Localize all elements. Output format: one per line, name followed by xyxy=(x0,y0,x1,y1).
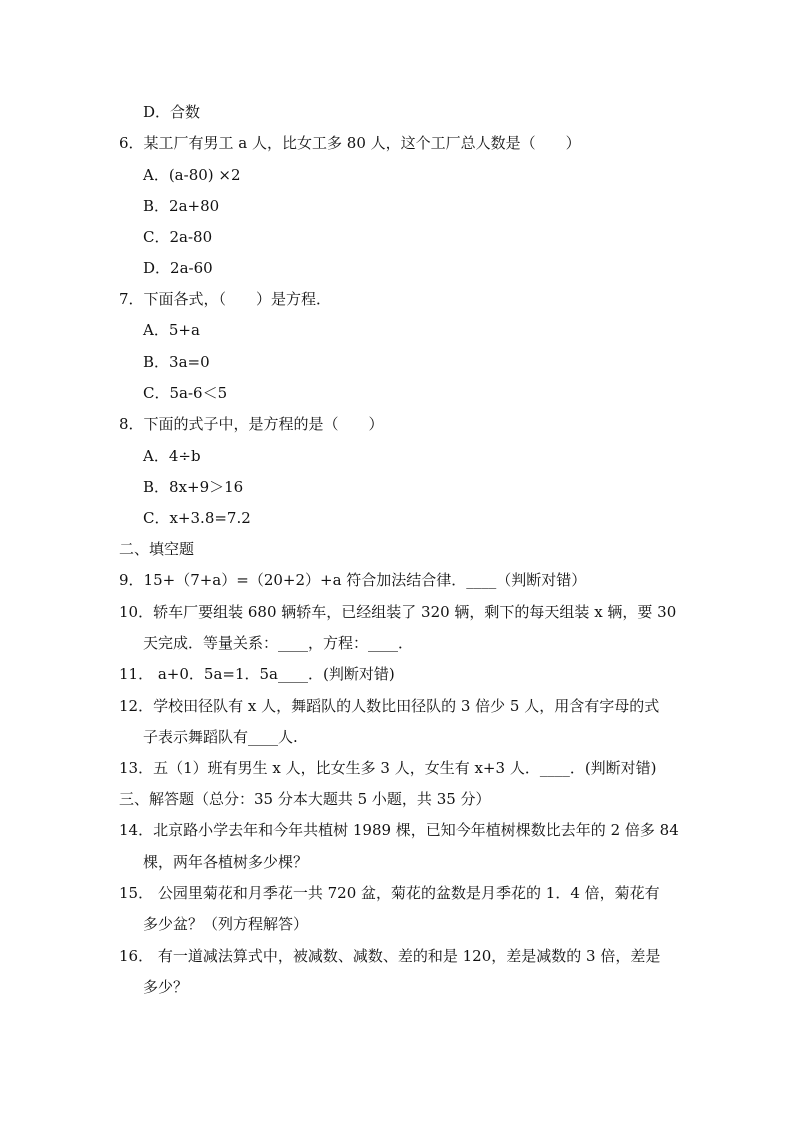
q8-option-a: A．4÷b xyxy=(143,447,201,465)
question-6: 6．某工厂有男工 a 人，比女工多 80 人，这个工厂总人数是（ ） xyxy=(119,134,581,152)
q6-option-d: D．2a-60 xyxy=(143,259,213,277)
q5-option-d: D．合数 xyxy=(143,103,201,121)
question-9: 9．15+（7+a）=（20+2）+a 符合加法结合律．____（判断对错） xyxy=(119,571,587,589)
question-15-cont: 多少盆？（列方程解答） xyxy=(143,915,309,933)
question-15: 15． 公园里菊花和月季花一共 720 盆，菊花的盆数是月季花的 1．4 倍，菊花有 xyxy=(119,884,660,902)
question-7: 7．下面各式，（ ）是方程． xyxy=(119,290,332,308)
question-12: 12．学校田径队有 x 人，舞蹈队的人数比田径队的 3 倍少 5 人，用含有字母的式 xyxy=(119,697,660,715)
section-solve: 三、解答题（总分：35 分本大题共 5 小题，共 35 分） xyxy=(119,790,491,808)
question-16: 16． 有一道减法算式中，被减数、减数、差的和是 120，差是减数的 3 倍，差是 xyxy=(119,947,661,965)
question-11: 11． a+0．5a=1．5a____．(判断对错) xyxy=(119,665,395,683)
q7-option-a: A．5+a xyxy=(143,321,200,339)
question-14-cont: 棵，两年各植树多少棵？ xyxy=(143,853,309,871)
question-10-cont: 天完成．等量关系：____，方程：____． xyxy=(143,634,414,652)
q7-option-c: C．5a-6＜5 xyxy=(143,384,228,402)
q6-option-c: C．2a-80 xyxy=(143,228,213,246)
q8-option-c: C．x+3.8=7.2 xyxy=(143,509,251,527)
question-14: 14．北京路小学去年和今年共植树 1989 棵，已知今年植树棵数比去年的 2 倍多 84 xyxy=(119,821,679,839)
question-8: 8．下面的式子中，是方程的是（ ） xyxy=(119,415,384,433)
q7-option-b: B．3a=0 xyxy=(143,353,210,371)
question-13: 13．五（1）班有男生 x 人，比女生多 3 人，女生有 x+3 人．____．(判断对错) xyxy=(119,759,657,777)
question-10: 10．轿车厂要组装 680 辆轿车，已经组装了 320 辆，剩下的每天组装 x 辆，要 30 xyxy=(119,603,677,621)
q6-option-b: B．2a+80 xyxy=(143,197,220,215)
question-16-cont: 多少？ xyxy=(143,978,189,996)
q6-option-a: A．(a-80) ×2 xyxy=(143,166,241,184)
question-12-cont: 子表示舞蹈队有____人. xyxy=(143,728,298,746)
section-fill-blank: 二、填空题 xyxy=(119,540,195,558)
q8-option-b: B．8x+9＞16 xyxy=(143,478,244,496)
